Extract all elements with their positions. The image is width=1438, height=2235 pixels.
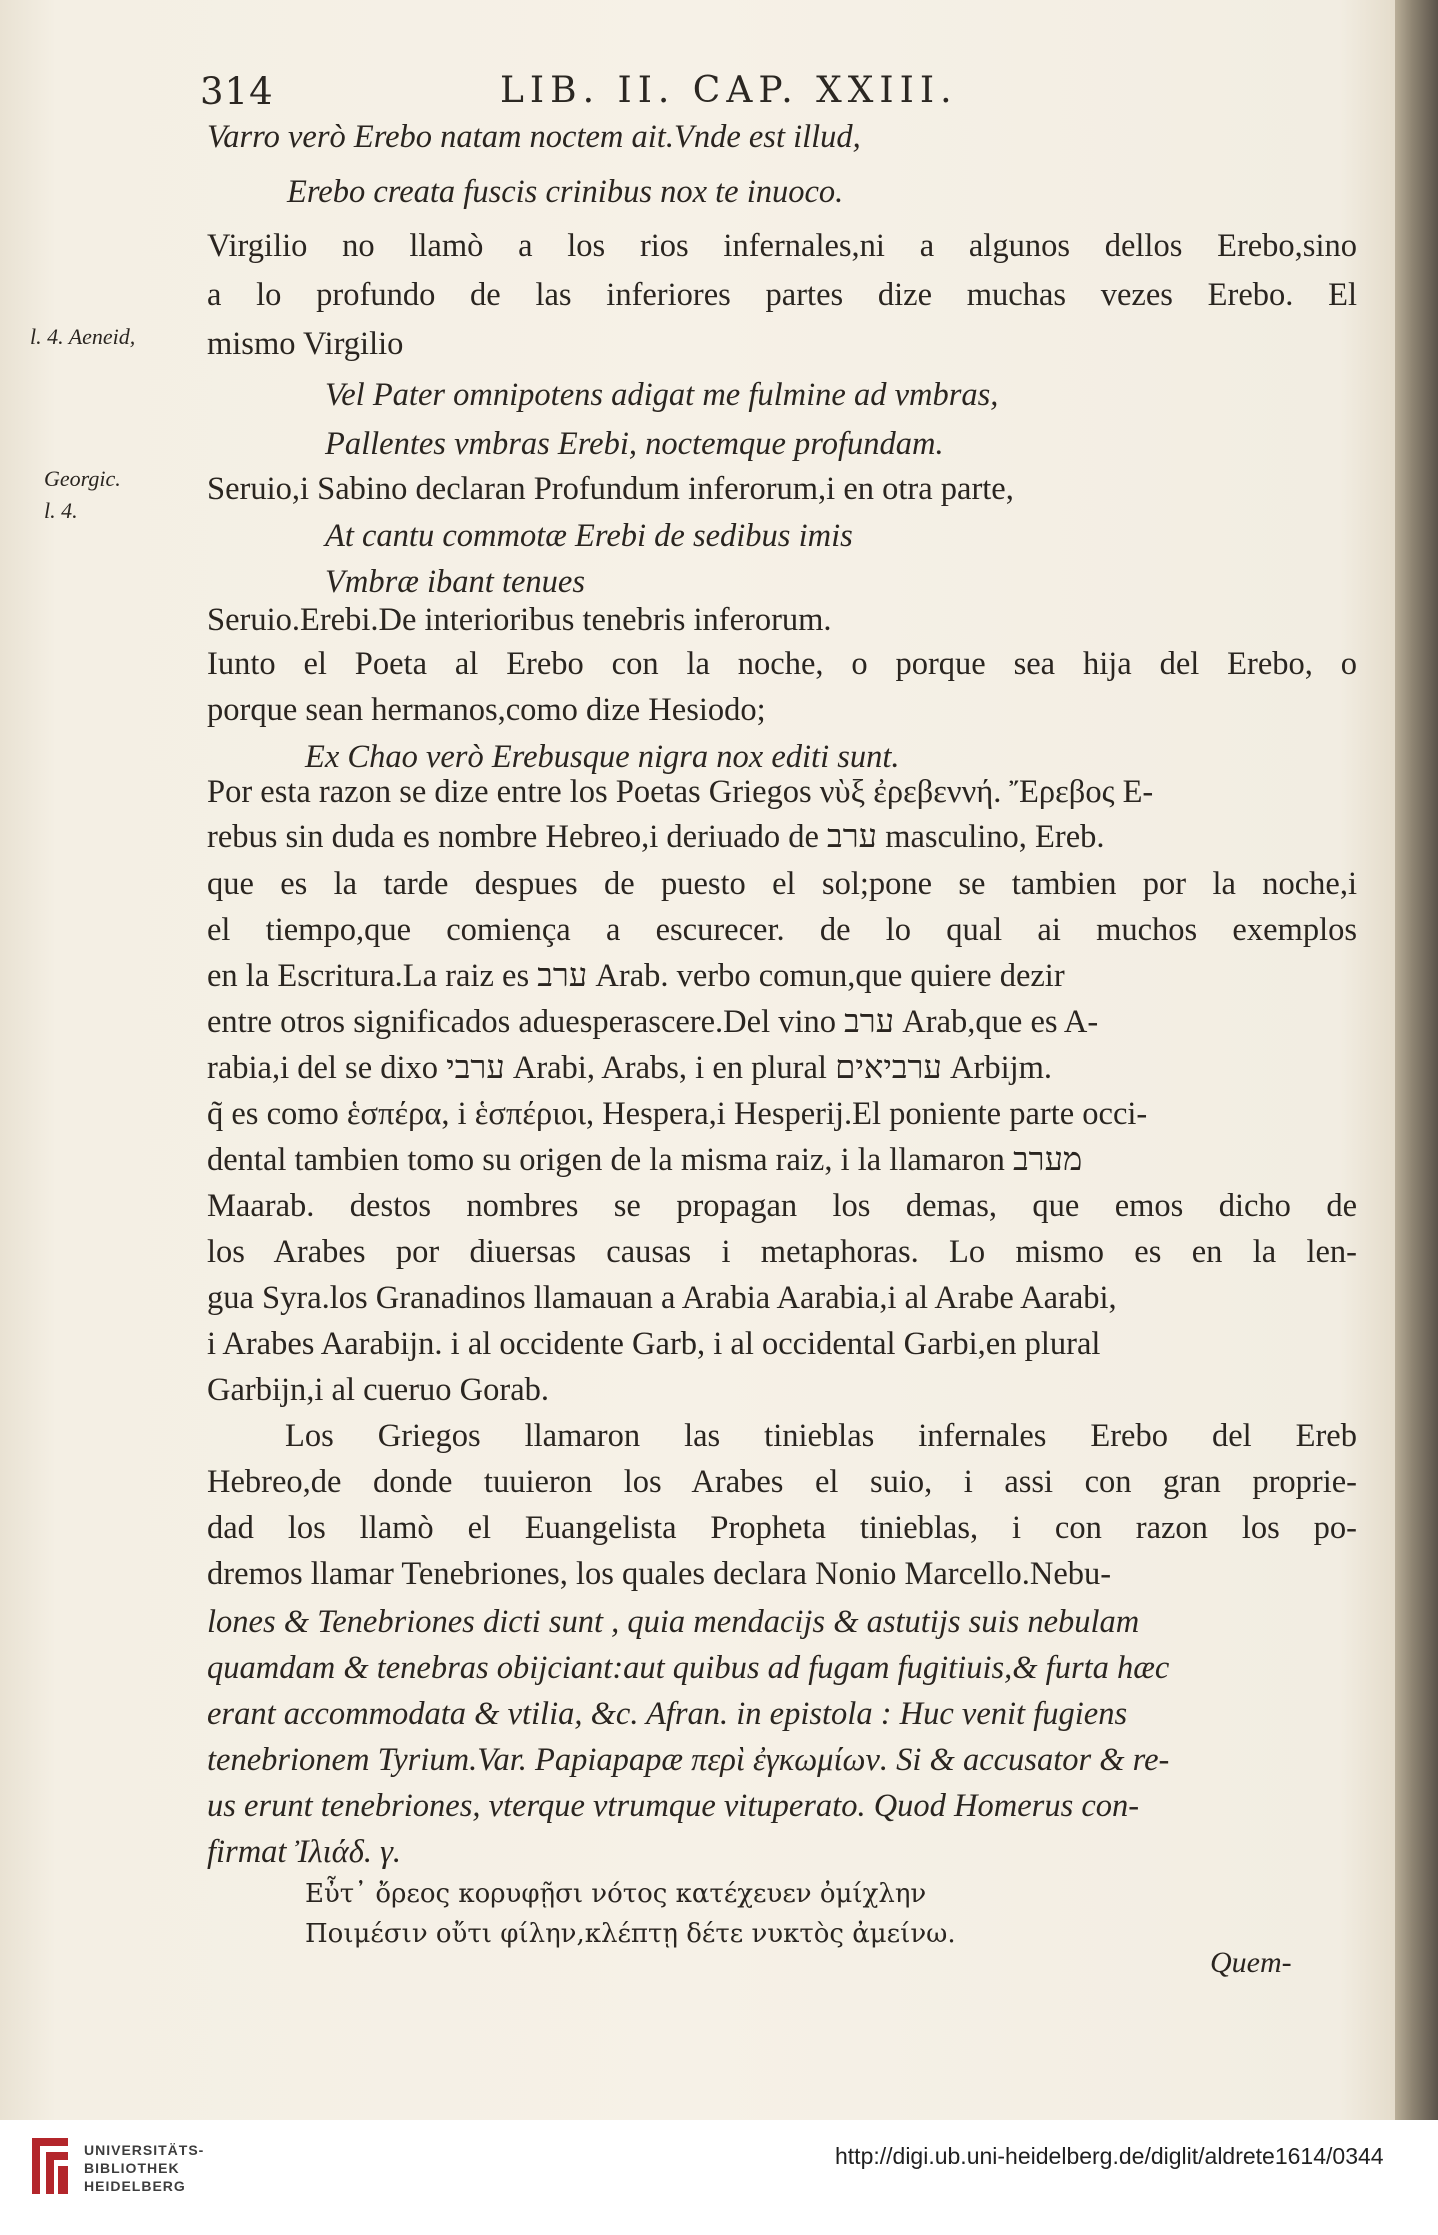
- text-line: quamdam & tenebras obijciant:aut quibus ad fugam fugitiuis,& furta hæc: [207, 1650, 1170, 1686]
- text-line: Ποιμέσιν οὔτι φίλην,κλέπτῃ δέτε νυκτὸς ἀμείνω.: [305, 1919, 956, 1949]
- text-line: dremos llamar Tenebriones, los quales declara Nonio Marcello.Nebu-: [207, 1556, 1112, 1592]
- text-line: los Arabes por diuersas causas i metaphoras. Lo mismo es en la len-: [207, 1234, 1357, 1270]
- text-line: Hebreo,de donde tuuieron los Arabes el suio, i assi con gran proprie-: [207, 1464, 1357, 1500]
- text-line: dad los llamò el Euangelista Propheta tinieblas, i con razon los po-: [207, 1510, 1357, 1546]
- text-line: Varro verò Erebo natam noctem ait.Vnde est illud,: [207, 119, 861, 155]
- catchword: Quem-: [1210, 1946, 1292, 1979]
- page-number: 314: [200, 70, 274, 113]
- text-line: rebus sin duda es nombre Hebreo,i deriuado de ערב masculino, Ereb.: [207, 819, 1105, 855]
- text-line: Vel Pater omnipotens adigat me fulmine ad vmbras,: [325, 377, 999, 413]
- text-line: lones & Tenebriones dicti sunt , quia mendacijs & astutijs suis nebulam: [207, 1604, 1140, 1640]
- text-line: Vmbræ ibant tenues: [325, 564, 585, 600]
- page-header: [200, 70, 1360, 120]
- text-line: Virgilio no llamò a los rios infernales,ni a algunos dellos Erebo,sino: [207, 228, 1357, 264]
- text-line: Seruio.Erebi.De interioribus tenebris inferorum.: [207, 602, 832, 638]
- text-line: Garbijn,i al cueruo Gorab.: [207, 1372, 550, 1408]
- footer-bar: [0, 2120, 1438, 2235]
- text-line: Por esta razon se dize entre los Poetas Griegos νὺξ ἐρεβεννή. Ἔρεβος E-: [207, 774, 1154, 810]
- text-line: que es la tarde despues de puesto el sol;pone se tambien por la noche,i: [207, 866, 1357, 902]
- margin-note: l. 4.: [44, 498, 78, 523]
- margin-note: l. 4. Aeneid,: [30, 324, 136, 349]
- text-line: At cantu commotæ Erebi de sedibus imis: [325, 518, 853, 554]
- text-line: tenebrionem Tyrium.Var. Papiapapæ περὶ ἐγκωμίων. Si & accusator & re-: [207, 1742, 1170, 1778]
- text-line: en la Escritura.La raiz es ערב Arab. verbo comun,que quiere dezir: [207, 958, 1065, 994]
- text-line: us erunt tenebriones, vterque vtrumque vituperato. Quod Homerus con-: [207, 1788, 1140, 1824]
- text-line: mismo Virgilio: [207, 326, 404, 362]
- text-line: q̃ es como ἑσπέρα, i ἑσπέριοι, Hespera,i Hesperij.El poniente parte occi-: [207, 1096, 1148, 1132]
- text-line: a lo profundo de las inferiores partes dize muchas vezes Erebo. El: [207, 277, 1357, 313]
- text-line: Iunto el Poeta al Erebo con la noche, o porque sea hija del Erebo, o: [207, 646, 1357, 682]
- text-line: Ex Chao verò Erebusque nigra nox editi sunt.: [305, 739, 900, 775]
- text-line: erant accommodata & vtilia, &c. Afran. in epistola : Huc venit fugiens: [207, 1696, 1128, 1732]
- library-name-line: HEIDELBERG: [84, 2178, 186, 2194]
- text-line: entre otros significados aduesperascere.Del vino ערב Arab,que es A-: [207, 1004, 1099, 1040]
- text-line: Pallentes vmbras Erebi, noctemque profundam.: [325, 426, 944, 462]
- text-line: Los Griegos llamaron las tinieblas infernales Erebo del Ereb: [285, 1418, 1357, 1454]
- text-line: rabia,i del se dixo ערבי Arabi, Arabs, i en plural ערביאים Arbijm.: [207, 1050, 1053, 1086]
- library-name-line: BIBLIOTHEK: [84, 2160, 180, 2176]
- text-line: i Arabes Aarabijn. i al occidente Garb, i al occidental Garbi,en plural: [207, 1326, 1101, 1362]
- text-line: Maarab. destos nombres se propagan los demas, que emos dicho de: [207, 1188, 1357, 1224]
- book-edge: [1395, 0, 1438, 2120]
- text-line: firmat Ἰλιάδ. γ.: [207, 1834, 402, 1870]
- source-url[interactable]: http://digi.ub.uni-heidelberg.de/diglit/aldrete1614/0344: [835, 2143, 1384, 2169]
- text-line: gua Syra.los Granadinos llamauan a Arabia Aarabia,i al Arabe Aarabi,: [207, 1280, 1117, 1316]
- library-logo-icon: [28, 2134, 72, 2198]
- text-line: Seruio,i Sabino declaran Profundum inferorum,i en otra parte,: [207, 471, 1014, 507]
- text-line: porque sean hermanos,como dize Hesiodo;: [207, 692, 766, 728]
- margin-note: Georgic.: [44, 466, 121, 491]
- text-line: Εὖτ᾽ ὄρεος κορυφῇσι νότος κατέχευεν ὀμίχλην: [305, 1879, 927, 1909]
- text-line: dental tambien tomo su origen de la misma raiz, i la llamaron מערב: [207, 1142, 1083, 1178]
- running-head: LIB. II. CAP. XXIII.: [500, 70, 958, 111]
- library-name-line: UNIVERSITÄTS-: [84, 2142, 205, 2158]
- text-line: Erebo creata fuscis crinibus nox te inuoco.: [287, 174, 844, 210]
- text-line: el tiempo,que comiença a escurecer. de lo qual ai muchos exemplos: [207, 912, 1357, 948]
